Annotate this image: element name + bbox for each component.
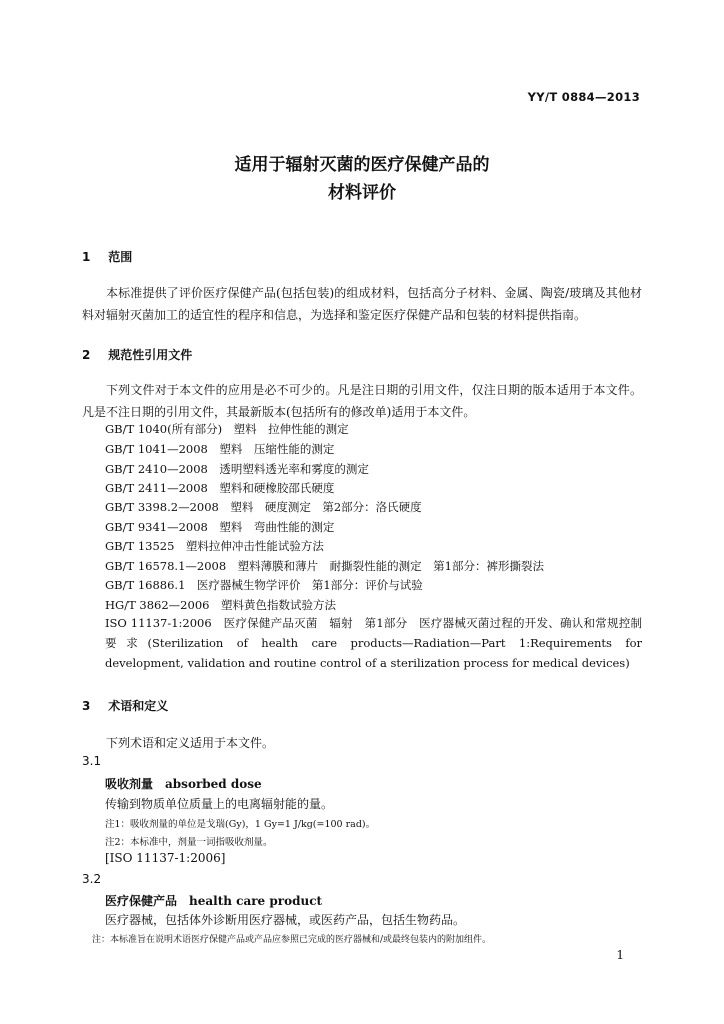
section-1-heading — [82, 248, 132, 265]
document-title-line2: 材料评价 — [328, 183, 396, 203]
section-1-text: 本标准提供了评价医疗保健产品(包括包装)的组成材料，包括高分子材料、金属、陶瓷/玻璃及其他材料对辐射灭菌加工的适宜性的程序和信息，为选择和鉴定医疗保健产品和包装的材料提供指南。 — [82, 286, 642, 322]
term-zh: 吸收剂量 — [105, 777, 154, 791]
section-number: 1 — [82, 250, 91, 264]
section-title: 术语和定义 — [108, 699, 169, 713]
reference-item: HG/T 3862—2006 塑料黄色指数试验方法 — [105, 598, 336, 612]
reference-item: GB/T 16578.1—2008 塑料薄膜和薄片 耐撕裂性能的测定 第1部分：裤形撕裂法 — [105, 559, 544, 573]
section-title: 范围 — [108, 250, 133, 264]
term-entry — [105, 775, 262, 792]
section-2-heading — [82, 346, 192, 363]
term-note: 注2：本标准中，剂量一词指吸收剂量。 — [105, 837, 273, 848]
standard-code: YY/T 0884—2013 — [527, 90, 640, 104]
term-definition: 医疗器械，包括体外诊断用医疗器械，或医药产品，包括生物药品。 — [105, 913, 466, 927]
reference-item: GB/T 2410—2008 透明塑料透光率和雾度的测定 — [105, 462, 369, 476]
term-en: absorbed dose — [165, 777, 262, 791]
section-number: 2 — [82, 348, 91, 362]
term-entry — [105, 892, 322, 909]
reference-item: GB/T 3398.2—2008 塑料 硬度测定 第2部分：洛氏硬度 — [105, 500, 422, 514]
term-note: 注：本标准旨在说明术语医疗保健产品或产品应参照已完成的医疗器械和/或最终包装内的附加组件。 — [92, 935, 492, 945]
reference-item: GB/T 1041—2008 塑料 压缩性能的测定 — [105, 442, 335, 456]
reference-item-iso: ISO 11137-1:2006 医疗保健产品灭菌 辐射 第1部分 医疗器械灭菌过程的开发、确认和常规控制要求(Sterilization of health care products—Radiation—Part 1:Requirements for development, validation and routine control of a sterilization process for medical devices) — [105, 616, 642, 670]
term-zh: 医疗保健产品 — [105, 894, 178, 908]
clause-number: 3.2 — [82, 872, 102, 886]
section-3-heading — [82, 697, 168, 714]
reference-item: GB/T 2411—2008 塑料和硬橡胶邵氏硬度 — [105, 481, 335, 495]
term-source: [ISO 11137-1:2006] — [105, 851, 226, 865]
term-note: 注1：吸收剂量的单位是戈瑞(Gy)，1 Gy=1 J/kg(=100 rad)。 — [105, 819, 376, 830]
section-2-text: 下列文件对于本文件的应用是必不可少的。凡是注日期的引用文件，仅注日期的版本适用于本文件。凡是不注日期的引用文件，其最新版本(包括所有的修改单)适用于本文件。 — [82, 383, 642, 419]
reference-item: GB/T 9341—2008 塑料 弯曲性能的测定 — [105, 520, 335, 534]
section-title: 规范性引用文件 — [108, 348, 193, 362]
reference-item: GB/T 13525 塑料拉伸冲击性能试验方法 — [105, 539, 324, 553]
page-number: 1 — [616, 948, 624, 962]
term-en: health care product — [189, 894, 323, 908]
reference-item: GB/T 1040(所有部分) 塑料 拉伸性能的测定 — [105, 422, 349, 436]
document-title-line1: 适用于辐射灭菌的医疗保健产品的 — [234, 155, 490, 175]
section-3-text: 下列术语和定义适用于本文件。 — [106, 736, 275, 750]
reference-item: GB/T 16886.1 医疗器械生物学评价 第1部分：评价与试验 — [105, 578, 423, 592]
clause-number: 3.1 — [82, 754, 102, 768]
section-number: 3 — [82, 699, 91, 713]
term-definition: 传输到物质单位质量上的电离辐射能的量。 — [105, 797, 334, 811]
